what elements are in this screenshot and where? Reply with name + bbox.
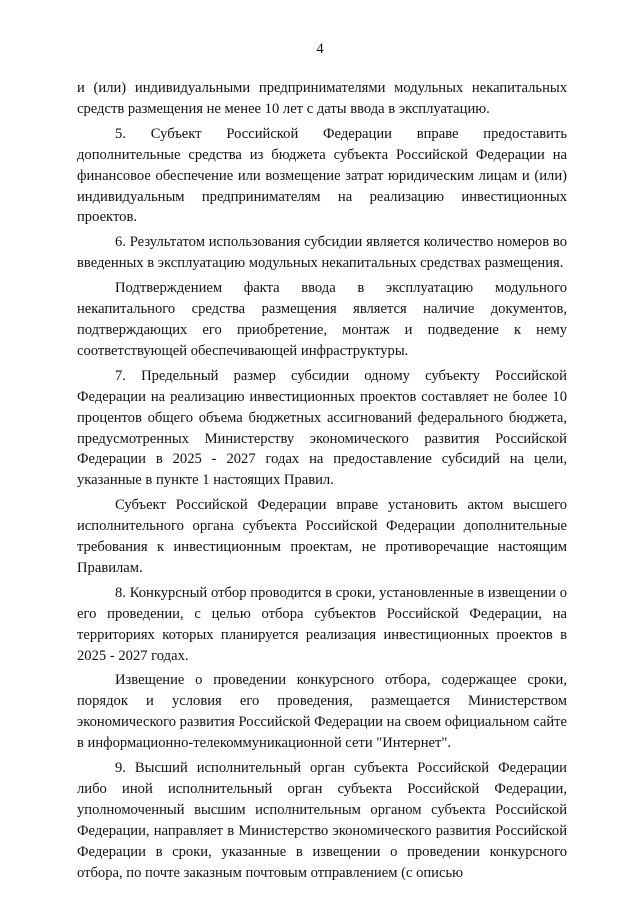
paragraph-continuation: и (или) индивидуальными предпринимателями модульных некапитальных средств размещения не менее 10 лет с даты ввода в эксплуатацию. xyxy=(77,80,567,117)
paragraph-notice: Извещение о проведении конкурсного отбора, содержащее сроки, порядок и условия его проведения, размещается Министерством экономического развития Российской Федерации на своем официальном сайте в информационно-телекоммуникационной сети "Интернет". xyxy=(77,672,567,752)
paragraph-confirmation: Подтверждением факта ввода в эксплуатацию модульного некапитального средства размещения является наличие документов, подтверждающих его приобретение, монтаж и подведение к нему соответствующей обеспечивающей инфраструктуры. xyxy=(77,280,567,359)
document-body xyxy=(77,78,567,888)
paragraph-item-8: 8. Конкурсный отбор проводится в сроки, установленные в извещении о его проведении, с целью отбора субъектов Российской Федерации, на территориях которых планируется реализация инвестиционных проектов в 2025 - 2027 годах. xyxy=(77,584,567,664)
paragraph-item-7: 7. Предельный размер субсидии одному субъекту Российской Федерации на реализацию инвестиционных проектов составляет не более 10 процентов общего объема бюджетных ассигнований федерального бюджета, предусмотренных Министерству экономического развития Российской Федерации в 2025 - 2027 годах на предоставление субсидий на цели, указанные в пункте 1 настоящих Правил. xyxy=(77,367,567,489)
paragraph-item-5: 5. Субъект Российской Федерации вправе предоставить дополнительные средства из бюджета субъекта Российской Федерации на финансовое обеспечение или возмещение затрат юридическим лицам и (или) индивидуальным предпринимателям на реализацию инвестиционных проектов. xyxy=(77,125,567,226)
paragraph-item-9: 9. Высший исполнительный орган субъекта Российской Федерации либо иной исполнительный орган субъекта Российской Федерации, уполномоченный высшим исполнительным органом субъекта Российской Федерации, направляет в Министерство экономического развития Российской Федерации в сроки, указанные в извещении о проведении конкурсного отбора, по почте заказным почтовым отправлением (с описью xyxy=(77,760,567,881)
page-number: 4 xyxy=(316,41,324,57)
paragraph-additional-requirements: Субъект Российской Федерации вправе установить актом высшего исполнительного органа субъекта Российской Федерации дополнительные требования к инвестиционным проектам, не противоречащие настоящим Правилам. xyxy=(77,497,567,576)
paragraph-item-6: 6. Результатом использования субсидии является количество номеров во введенных в эксплуатацию модульных некапитальных средствах размещения. xyxy=(77,234,567,272)
